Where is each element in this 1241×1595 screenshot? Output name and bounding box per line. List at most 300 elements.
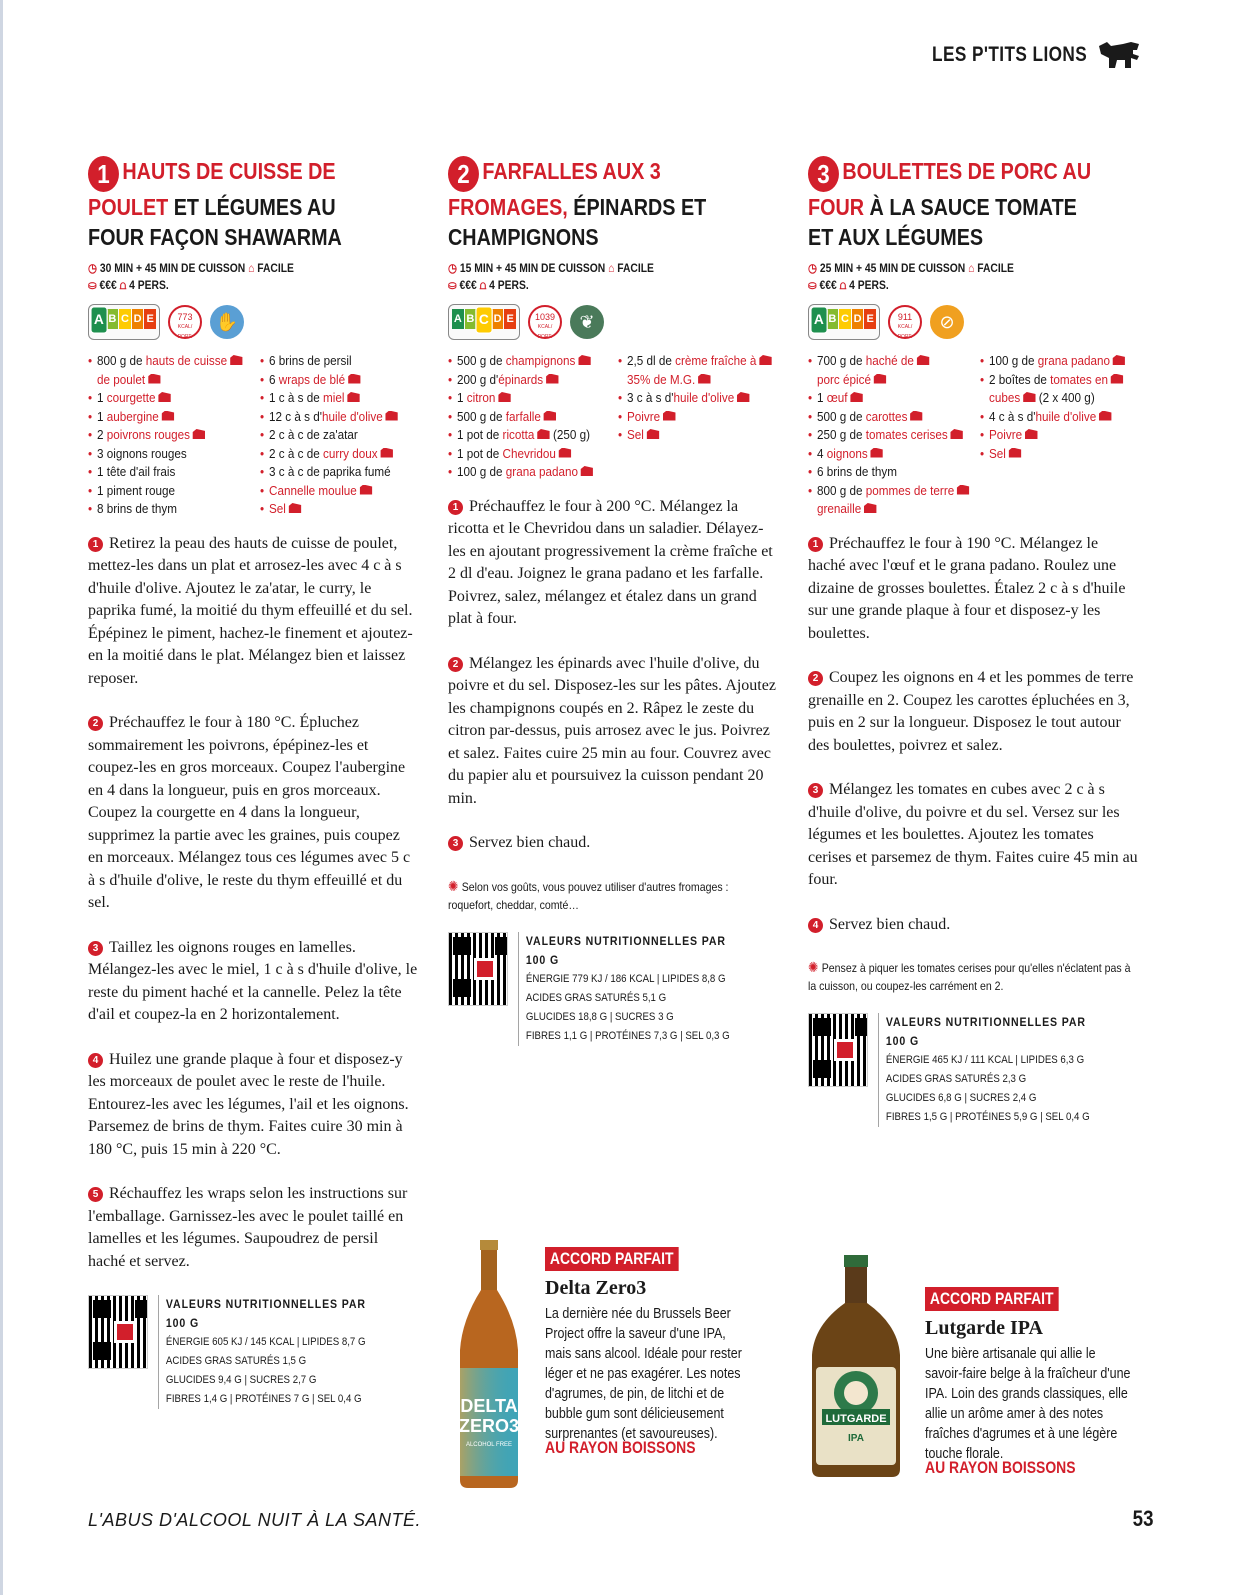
qr-code-icon[interactable] [448,932,508,1006]
kcal-unit: KCAL/ PORT. [897,324,913,340]
ingredient-name: Cannelle moulue [268,482,357,498]
step-number-icon: 1 [808,537,823,552]
hand-wash-icon: ✋ [210,305,244,339]
ingredient-name: 35% de M.G. [627,371,696,387]
nutriscore-letter: D [492,309,504,329]
lion-product-icon [910,411,923,421]
ingredient-item [88,500,242,519]
ingredient-item [808,482,963,501]
step-text: Retirez la peau des hauts de cuisse de poulet, mettez-les dans un plat et arrosez-les avec 4 c à s d'huile d'olive. Ajoutez le za'atar, le curry, le paprika fumé, la moitié du thym effeuillé et du sel. Épépinez le piment, hachez-le finement et ajoutez-en la moitié dans le plat. Mélangez bien et laissez reposer. [88,534,413,687]
ingredient-detail: (250 g) [549,427,591,442]
nutrition-values [518,932,747,1046]
lion-product-icon [498,392,511,402]
ingredient-item [448,352,601,371]
ingredient-name: curry doux [322,445,378,461]
ingredient-qty: 1 pot de [457,445,503,461]
ingredient-qty: 3 c à c de paprika fumé [268,464,391,479]
recipe-time: 25 MIN + 45 MIN DE CUISSON [819,261,966,275]
ingredient-item [618,352,762,371]
ingredient-list [980,352,1140,519]
step-text: Mélangez les tomates en cubes avec 2 c à s d'huile d'olive, du poivre et du sel. Versez sur les légumes et les boulettes. Ajoutez les tomates cerises et parsemez de thym. Faites cuire 45 min au four. [808,781,1138,888]
lion-product-icon [537,429,550,439]
recipe-tip [808,958,1134,995]
ingredient-item [260,352,403,371]
recipe-step [448,653,778,811]
ingredient-item [260,445,403,464]
ingredient-name: Poivre [627,408,661,424]
step-number-icon: 4 [88,1053,103,1068]
lion-product-icon [559,448,572,458]
ingredient-qty: 3 c à s d' [627,390,674,405]
ingredient-item [88,445,242,464]
accord-rayon: AU RAYON BOISSONS [545,1438,696,1457]
lion-product-icon [230,355,243,365]
recipe-difficulty: FACILE [257,261,294,275]
ingredient-qty: 1 piment rouge [97,482,176,498]
ingredient-name: ricotta [502,427,535,442]
lion-product-icon [288,503,301,513]
recipe-persons: 4 PERS. [849,278,889,292]
lion-product-icon [1009,448,1022,458]
ingredient-qty: 800 g de [817,482,866,498]
lion-product-icon [193,429,206,439]
ingredient-name: courgette [106,390,156,405]
ingredient-qty: 4 c à s d' [989,408,1036,424]
accord-delta [545,1247,785,1458]
ingredient-qty: 700 g de [817,353,866,368]
tip-text: Pensez à piquer les tomates cerises pour qu'elles n'éclatent pas à la cuisson, ou coupez-les carrément en 2. [808,961,1131,993]
recipe-persons: 4 PERS. [129,278,169,292]
ingredient-item [618,408,762,427]
step-number-icon: 5 [88,1187,103,1202]
ingredient-name: haché de [865,353,914,368]
recipe-meta [88,260,432,294]
recipe-title-highlight: FARFALLES AUX 3 FROMAGES, [448,158,661,220]
lion-product-icon [347,392,360,402]
recipe-price: €€€ [99,278,117,292]
ingredient-name: wraps de blé [278,371,345,387]
tip-icon: ✺ [448,877,462,894]
recipe-difficulty: FACILE [617,261,654,275]
ingredient-name: Chevridou [502,445,556,461]
recipe-title [448,156,732,252]
accord-tag: ACCORD PARFAIT [925,1287,1058,1311]
recipe-steps [88,533,418,1274]
ingredient-name: citron [466,390,496,405]
nutrition-line: VALEURS NUTRITIONNELLES PAR 100 G [525,933,726,967]
ingredient-name: farfalle [505,408,541,424]
ingredient-item [808,352,963,371]
lutgarde-bottle [806,1255,906,1485]
step-number-icon: 3 [808,783,823,798]
accord-lutgarde [925,1287,1165,1478]
lion-product-icon [546,374,559,384]
lion-product-icon [1025,429,1038,439]
nutrition-line: ACIDES GRAS SATURÉS 2,3 G [885,1073,1026,1085]
nutrition-line: ÉNERGIE 465 KJ / 111 KCAL | LIPIDES 6,3 G [885,1054,1084,1066]
step-text: Réchauffez les wraps selon les instructions sur l'emballage. Garnissez-les avec le poulet taillé en lamelles et les légumes. Saupoudrez de persil haché et servez. [88,1185,408,1270]
lion-product-icon [759,355,772,365]
recipe-meta [448,260,792,294]
ingredient-qty: 1 pot de [457,427,503,442]
ingredient-qty: 200 g d' [457,371,499,387]
step-number-icon: 4 [808,918,823,933]
recipe-3 [808,156,1138,1127]
step-number-icon: 2 [88,716,103,731]
kcal-badge [168,305,202,339]
recipe-title-rest: ET LÉGUMES AU FOUR FAÇON SHAWARMA [88,194,342,250]
ingredient-name: cubes [989,390,1021,405]
ingredient-item [618,371,762,390]
brand-header [898,40,1141,70]
lion-product-icon [864,503,877,513]
ingredient-name: oignons [826,445,868,461]
ingredient-qty: 500 g de [457,353,506,368]
chef-hat-icon: ⌂ [605,261,618,275]
ingredient-name: grenaille [817,501,862,516]
recipe-meta [808,260,1152,294]
lion-product-icon [957,485,970,495]
nutrition-line: FIBRES 1,5 G | PROTÉINES 5,9 G | SEL 0,4 G [885,1111,1090,1123]
ingredient-qty: 2 c à c de za'atar [268,427,358,442]
ingredient-qty: 500 g de [457,408,506,424]
nutrition-box [88,1295,418,1409]
persons-icon: ⩍ [836,278,850,292]
qr-code-icon[interactable] [88,1295,148,1369]
ingredient-item [88,463,242,482]
nutriscore-letter: D [132,309,144,329]
ingredient-item [808,463,963,482]
alcohol-warning: L'ABUS D'ALCOOL NUIT À LA SANTÉ. [88,1510,421,1530]
step-number-icon: 1 [88,537,103,552]
leaf-icon: ❦ [570,305,604,339]
ingredient-item [980,426,1124,445]
nutrition-line: GLUCIDES 9,4 G | SUCRES 2,7 G [165,1374,317,1386]
ingredient-qty: 2 c à c de [268,445,323,461]
recipe-number: 2 [448,156,479,192]
ingredient-name: huile d'olive [1035,408,1097,424]
recipe-number: 3 [808,156,839,192]
ingredient-name: champignons [505,353,576,368]
lion-product-icon [359,485,372,495]
nutriscore-letter: E [864,309,876,329]
nutriscore-badge [808,304,880,340]
delta-label-line2: ZERO3 [458,1416,520,1436]
lion-product-icon [148,374,161,384]
ingredient-item [618,426,762,445]
nutrition-line: FIBRES 1,4 G | PROTÉINES 7 G | SEL 0,4 G [165,1393,362,1405]
step-text: Taillez les oignons rouges en lamelles. Mélangez-les avec le miel, 1 c à s d'huile d'olive, le reste du piment haché et la cannelle. Pelez la tête d'ail et coupez-la en 2 horizontalement. [88,938,418,1023]
ingredient-qty: 1 [457,390,467,405]
lion-product-icon [1023,392,1036,402]
ingredient-item [260,500,403,519]
lion-product-icon [158,392,171,402]
recipe-time: 15 MIN + 45 MIN DE CUISSON [459,261,606,275]
recipe-steps [808,533,1138,937]
nutriscore-badge [448,304,520,340]
nutriscore-letter: C [119,309,131,329]
ingredient-name: tomates cerises [865,427,948,442]
ingredient-qty: 6 brins de thym [817,464,897,479]
kcal-unit: KCAL/ PORT. [177,324,193,340]
nutrition-line: VALEURS NUTRITIONNELLES PAR 100 G [165,1297,366,1330]
step-number-icon: 2 [808,671,823,686]
step-text: Servez bien chaud. [469,834,591,851]
accord-name: Lutgarde IPA [925,1317,1043,1339]
recipe-price: €€€ [459,278,477,292]
ingredient-name: crème fraîche à [675,353,757,368]
ingredient-item [88,389,242,408]
ingredient-item [260,482,403,501]
ingredient-detail: (2 x 400 g) [1035,390,1095,405]
lion-product-icon [1111,374,1124,384]
ingredient-name: pommes de terre [865,482,955,498]
kcal-badge [528,305,562,339]
lion-product-icon [950,429,963,439]
recipe-1 [88,156,418,1409]
ingredient-item [808,426,963,445]
lion-product-icon [647,429,660,439]
ingredient-item [260,371,403,390]
ingredient-name: aubergine [106,408,159,424]
chef-hat-icon: ⌂ [245,261,258,275]
ingredient-item [980,352,1124,371]
recipe-step [808,667,1138,757]
lion-product-icon [737,392,750,402]
nutrition-box [448,932,778,1046]
ingredient-item [260,389,403,408]
tip-icon: ✺ [808,959,822,975]
lion-product-icon [347,374,360,384]
clock-icon: ◷ [448,261,460,275]
ingredient-qty: 1 c à s de [268,390,323,405]
ingredient-list [618,352,778,482]
nutriscore-letter: B [107,309,119,329]
recipe-title-rest: ÉPINARDS ET CHAMPIGNONS [448,194,707,250]
delta-label-line1: DELTA [460,1396,518,1416]
ingredient-qty: 1 [817,390,827,405]
ingredient-qty: 6 [268,371,279,387]
accord-description: La dernière née du Brussels Beer Project offre la saveur d'une IPA, mais sans alcool. Idéale pour rester léger et ne pas exagérer. Les notes d'agrumes, de pin, de litchi et de bubble gum sont délicieusement surprenantes (et savoureuses). [545,1306,742,1442]
recipe-step [808,914,1138,937]
ingredient-item [260,463,403,482]
accord-rayon: AU RAYON BOISSONS [925,1458,1076,1477]
recipe-step [448,496,778,631]
ingredient-name: œuf [826,390,848,405]
ingredient-qty: 2 [97,427,107,442]
ingredient-qty: 2,5 dl de [627,353,676,368]
nutrition-line: ACIDES GRAS SATURÉS 5,1 G [525,991,666,1004]
ingredient-name: grana padano [505,464,579,479]
lion-product-icon [544,411,557,421]
recipe-step [88,1183,418,1273]
lion-product-icon [581,466,594,476]
lion-product-icon [380,448,393,458]
page-number: 53 [1132,1506,1153,1531]
ingredient-name: miel [322,390,345,405]
kcal-value: 911 [897,312,913,322]
lion-product-icon [1113,355,1126,365]
basket-icon: ⛀ [448,278,460,292]
recipe-step [88,1049,418,1162]
no-gluten-icon: ⊘ [930,305,964,339]
nutriscore-letter: B [465,309,477,329]
ingredient-item [448,426,601,445]
recipe-title-rest: À LA SAUCE TOMATE ET AUX LÉGUMES [808,194,1077,250]
nutriscore-letter: C [839,309,851,329]
ingredient-qty: 1 [97,408,107,424]
step-number-icon: 1 [448,500,463,515]
ingredient-name: porc épicé [817,371,871,387]
page-edge [0,0,3,1595]
ingredient-item [88,408,242,427]
lutgarde-label-line2: IPA [848,1433,864,1444]
step-text: Préchauffez le four à 200 °C. Mélangez la ricotta et le Chevridou dans un saladier. Délayez-les en ajoutant progressivement la crème fraîche et 2 dl d'eau. Joignez le grana padano et les farfalle. Poivrez, salez, mélangez et étalez dans un grand plat à four. [448,497,773,627]
nutrition-line: VALEURS NUTRITIONNELLES PAR 100 G [885,1015,1086,1048]
persons-icon: ⩍ [476,278,490,292]
nutriscore-letter: A [810,306,827,334]
recipe-price: €€€ [819,278,837,292]
ingredients [88,352,418,519]
ingredient-item [980,389,1124,408]
ingredient-item [808,408,963,427]
ingredient-name: Sel [627,427,644,442]
recipe-step [88,533,418,691]
basket-icon: ⛀ [808,278,820,292]
nutriscore-letter: E [504,309,516,329]
nutrition-line: ÉNERGIE 779 KJ / 186 KCAL | LIPIDES 8,8 G [525,972,726,985]
accord-description: Une bière artisanale qui allie le savoir-faire belge à la fraîcheur d'une IPA. Loin des grands classiques, elle allie un arôme amer à des notes fraîches d'agrumes et à une légère touche florale. [925,1346,1131,1462]
nutriscore-letter: A [90,306,107,334]
persons-icon: ⩍ [116,278,130,292]
ingredient-qty: 4 [817,445,827,461]
recipe-step [808,779,1138,892]
lion-product-icon [578,355,591,365]
recipe-title [808,156,1092,252]
delta-label-small: ALCOHOL FREE [465,1442,513,1448]
nutrition-values [878,1013,1107,1127]
ingredient-item [88,482,242,501]
recipe-2 [448,156,778,1046]
nutriscore-letter: D [852,309,864,329]
ingredient-name: épinards [498,371,544,387]
ingredient-name: Poivre [989,427,1023,442]
ingredient-qty: 100 g de [989,353,1038,368]
nutrition-line: GLUCIDES 6,8 G | SUCRES 2,4 G [885,1092,1037,1104]
lutgarde-label-line1: LUTGARDE [825,1413,887,1425]
delta-zero3-bottle [452,1240,526,1495]
nutriscore-letter: E [144,309,156,329]
recipe-difficulty: FACILE [977,261,1014,275]
accord-tag: ACCORD PARFAIT [545,1247,678,1271]
recipe-badges [448,304,778,340]
ingredient-list [260,352,418,519]
ingredient-name: de poulet [97,371,146,387]
recipe-title-highlight: HAUTS DE CUISSE DE POULET [88,158,336,220]
recipe-badges [88,304,418,340]
ingredient-qty: 3 oignons rouges [97,445,187,461]
nutrition-line: FIBRES 1,1 G | PROTÉINES 7,3 G | SEL 0,3 G [525,1029,730,1042]
basket-icon: ⛀ [88,278,100,292]
ingredient-name: hauts de cuisse [145,353,228,368]
ingredient-qty: 8 brins de thym [97,501,177,516]
ingredient-item [448,389,601,408]
ingredient-qty: 500 g de [817,408,866,424]
qr-code-icon[interactable] [808,1013,868,1087]
step-number-icon: 3 [88,941,103,956]
ingredient-name: Sel [268,501,286,516]
lion-logo-icon [1097,40,1141,70]
ingredient-item [618,389,762,408]
recipe-title [88,156,372,252]
step-text: Servez bien chaud. [829,915,951,933]
ingredient-name: carottes [865,408,908,424]
ingredient-item [88,371,242,390]
ingredient-qty: 1 tête d'ail frais [97,464,176,479]
lion-product-icon [698,374,711,384]
ingredient-item [88,352,242,371]
ingredients [808,352,1138,519]
recipe-persons: 4 PERS. [489,278,529,292]
ingredient-qty: 2 boîtes de [989,371,1051,387]
ingredient-item [88,426,242,445]
kcal-value: 1039 [534,312,556,322]
kcal-badge [888,305,922,339]
lion-product-icon [385,411,398,421]
recipe-tip [448,877,774,914]
nutriscore-badge [88,304,160,340]
lion-product-icon [917,355,930,365]
lion-product-icon [1099,411,1112,421]
recipe-step [808,533,1138,646]
kcal-value: 773 [177,312,193,322]
step-text: Huilez une grande plaque à four et disposez-y les morceaux de poulet avec le reste de l'huile. Entourez-les avec les légumes, l'ail et les oignons. Parsemez de brins de thym. Faites cuire 30 min à 180 °C, puis 15 min à 220 °C. [88,1050,409,1158]
kcal-unit: KCAL/ PORT. [537,324,553,340]
ingredient-item [260,408,403,427]
ingredient-qty: 100 g de [457,464,506,479]
lion-product-icon [870,448,883,458]
ingredient-list [88,352,260,519]
ingredient-name: tomates en [1050,371,1109,387]
step-text: Mélangez les épinards avec l'huile d'olive, du poivre et du sel. Disposez-les sur les pâtes. Ajoutez les champignons coupés en 2. Râpez le zeste du citron par-dessus, puis arrosez avec le jus. Poivrez et salez. Faites cuire 25 min au four. Couvrez avec du papier alu et poursuivez la cuisson pendant 20 min. [448,654,776,807]
ingredient-item [808,389,963,408]
ingredient-item [448,408,601,427]
brand-name: LES P'TITS LIONS [931,43,1087,66]
lion-product-icon [874,374,887,384]
ingredient-name: Sel [989,445,1006,461]
step-number-icon: 3 [448,836,463,851]
ingredient-qty: 6 brins de persil [268,353,352,368]
ingredient-item [260,426,403,445]
nutrition-box [808,1013,1138,1127]
chef-hat-icon: ⌂ [965,261,978,275]
ingredient-name: grana padano [1037,353,1111,368]
ingredient-list [808,352,980,519]
recipe-badges [808,304,1138,340]
ingredients [448,352,778,482]
recipe-steps [448,496,778,855]
step-text: Coupez les oignons en 4 et les pommes de terre grenaille en 2. Coupez les carottes épluchées en 3, puis en 2 sur la longueur. Disposez le tout autour des boulettes, poivrez et salez. [808,669,1134,754]
ingredient-qty: 12 c à s d' [268,408,322,424]
recipe-title-highlight: BOULETTES DE PORC AU FOUR [808,158,1092,220]
lion-product-icon [850,392,863,402]
nutriscore-letter: B [827,309,839,329]
clock-icon: ◷ [808,261,820,275]
ingredient-item [448,445,601,464]
recipe-step [88,937,418,1027]
ingredient-qty: 1 [97,390,107,405]
ingredient-item [448,463,601,482]
